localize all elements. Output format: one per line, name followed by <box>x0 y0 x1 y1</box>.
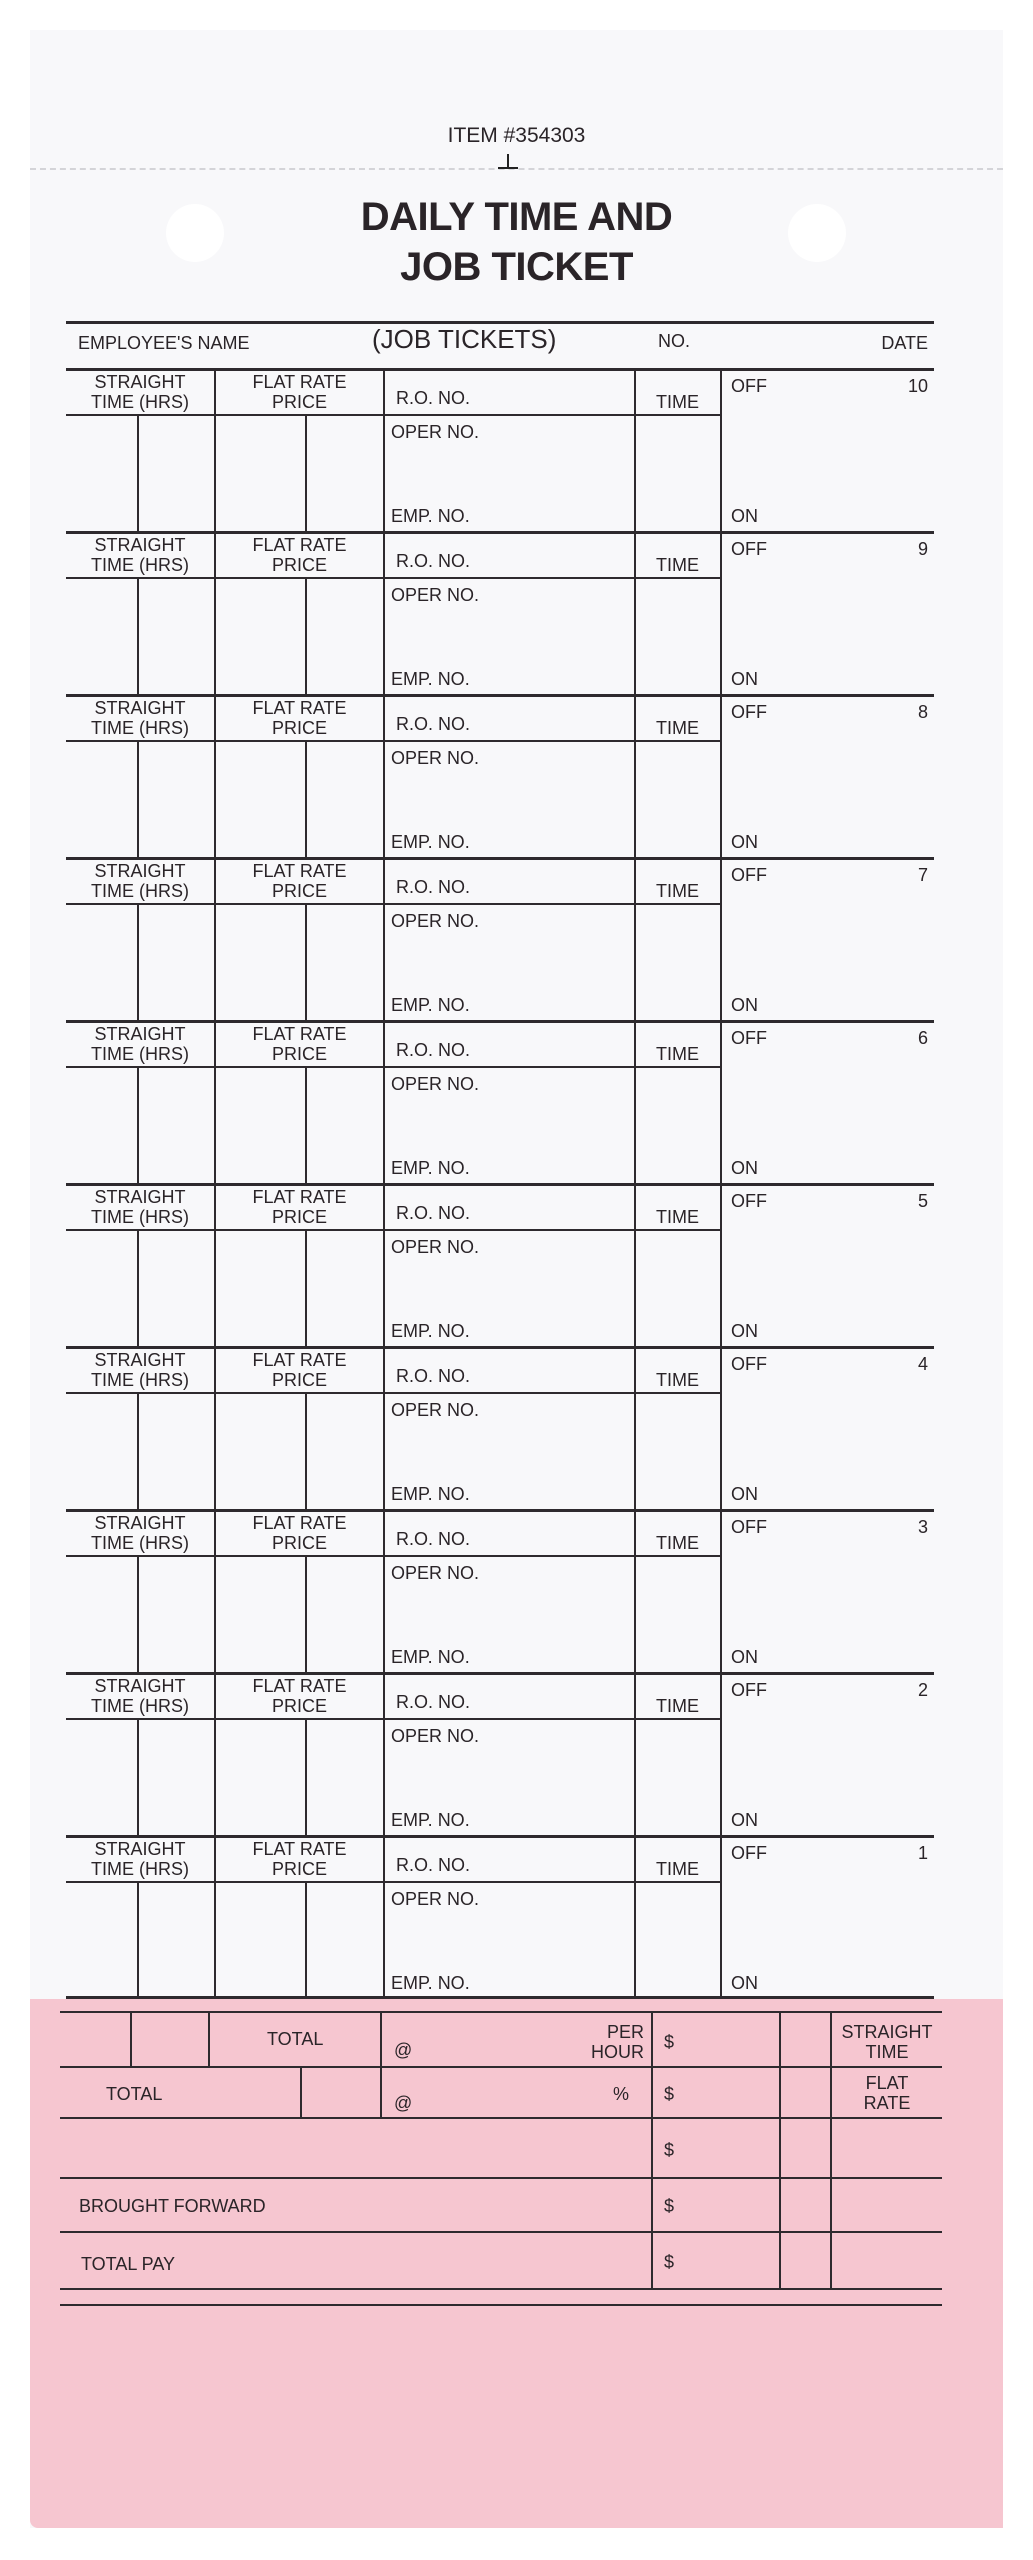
flat-rate-divider <box>305 1718 307 1835</box>
flat-rate-divider <box>305 1555 307 1672</box>
summary-rule-3 <box>60 2177 942 2179</box>
ticket-top-rule <box>66 1835 934 1838</box>
ticket-number: 6 <box>917 1028 928 1048</box>
col-divider-2 <box>383 1835 385 1998</box>
col-divider-3 <box>634 1346 636 1509</box>
ticket-top-rule <box>66 1509 934 1512</box>
flat-rate-divider <box>305 740 307 857</box>
job-ticket-2[interactable] <box>66 1672 934 1835</box>
total-pay-label: TOTAL PAY <box>81 2254 176 2274</box>
col-divider-3 <box>634 368 636 531</box>
col-divider-4 <box>720 531 722 694</box>
col-divider-2 <box>383 1020 385 1183</box>
summary-v5 <box>651 2011 653 2289</box>
oper-no-label: OPER NO. <box>391 1400 480 1420</box>
col-divider-2 <box>383 1183 385 1346</box>
summary-v2 <box>208 2011 210 2067</box>
col-divider-2 <box>383 857 385 1020</box>
straight-time-summary-label: STRAIGHT TIME <box>841 2022 933 2062</box>
center-mark-icon <box>507 154 509 168</box>
time-label: TIME <box>656 718 699 738</box>
ticket-number: 8 <box>917 702 928 722</box>
on-label: ON <box>731 1484 758 1504</box>
straight-time-divider <box>137 1718 139 1835</box>
straight-time-divider <box>137 1066 139 1183</box>
flat-rate-price-label: FLAT RATE PRICE <box>252 535 347 575</box>
no-label: NO. <box>658 331 691 351</box>
col-divider-4 <box>720 1835 722 1998</box>
flat-rate-price-label: FLAT RATE PRICE <box>252 1024 347 1064</box>
ticket-inner-rule <box>66 1555 720 1557</box>
col-divider-2 <box>383 531 385 694</box>
flat-rate-price-label: FLAT RATE PRICE <box>252 1187 347 1227</box>
ticket-top-rule <box>66 694 934 697</box>
straight-time-label: STRAIGHT TIME (HRS) <box>91 698 189 738</box>
emp-no-label: EMP. NO. <box>391 1810 470 1830</box>
ro-no-label: R.O. NO. <box>396 1366 471 1386</box>
ticket-inner-rule <box>66 740 720 742</box>
ro-no-label: R.O. NO. <box>396 1855 471 1875</box>
job-ticket-9[interactable] <box>66 531 934 694</box>
flat-rate-summary-label: FLAT RATE <box>863 2073 911 2113</box>
ticket-number: 1 <box>917 1843 928 1863</box>
on-label: ON <box>731 1158 758 1178</box>
col-divider-3 <box>634 1020 636 1183</box>
ticket-top-rule <box>66 531 934 534</box>
col-divider-3 <box>634 1672 636 1835</box>
off-label: OFF <box>731 1028 767 1048</box>
ticket-inner-rule <box>66 1718 720 1720</box>
off-label: OFF <box>731 539 767 559</box>
flat-rate-price-label: FLAT RATE PRICE <box>252 1676 347 1716</box>
ticket-top-rule <box>66 1020 934 1023</box>
straight-time-label: STRAIGHT TIME (HRS) <box>91 1350 189 1390</box>
form-title <box>0 192 1033 292</box>
time-label: TIME <box>656 392 699 412</box>
flat-rate-price-label: FLAT RATE PRICE <box>252 861 347 901</box>
title-line-2: JOB TICKET <box>400 245 633 289</box>
straight-time-label: STRAIGHT TIME (HRS) <box>91 1839 189 1879</box>
straight-time-label: STRAIGHT TIME (HRS) <box>91 1187 189 1227</box>
job-ticket-1[interactable] <box>66 1835 934 1998</box>
time-label: TIME <box>656 1044 699 1064</box>
col-divider-3 <box>634 857 636 1020</box>
col-divider-2 <box>383 1509 385 1672</box>
ticket-number: 3 <box>917 1517 928 1537</box>
off-label: OFF <box>731 1517 767 1537</box>
ticket-inner-rule <box>66 1392 720 1394</box>
on-label: ON <box>731 506 758 526</box>
emp-no-label: EMP. NO. <box>391 506 470 526</box>
off-label: OFF <box>731 865 767 885</box>
time-label: TIME <box>656 1533 699 1553</box>
flat-rate-divider <box>305 577 307 694</box>
col-divider-3 <box>634 1509 636 1672</box>
col-divider-3 <box>634 1835 636 1998</box>
col-divider-3 <box>634 531 636 694</box>
summary-rule-6 <box>60 2304 942 2306</box>
emp-no-label: EMP. NO. <box>391 1321 470 1341</box>
ticket-number: 5 <box>917 1191 928 1211</box>
straight-time-label: STRAIGHT TIME (HRS) <box>91 1676 189 1716</box>
straight-time-divider <box>137 740 139 857</box>
on-label: ON <box>731 995 758 1015</box>
flat-rate-divider <box>305 1881 307 1998</box>
flat-at-label: @ <box>394 2093 413 2113</box>
col-divider-4 <box>720 1020 722 1183</box>
ticket-inner-rule <box>66 1066 720 1068</box>
time-label: TIME <box>656 555 699 575</box>
summary-rule-4 <box>60 2231 942 2233</box>
ticket-inner-rule <box>66 1881 720 1883</box>
col-divider-3 <box>634 1183 636 1346</box>
ticket-number: 7 <box>917 865 928 885</box>
ro-no-label: R.O. NO. <box>396 877 471 897</box>
ticket-number: 10 <box>907 376 928 396</box>
emp-no-label: EMP. NO. <box>391 1158 470 1178</box>
off-label: OFF <box>731 1680 767 1700</box>
on-label: ON <box>731 1810 758 1830</box>
flat-rate-price-label: FLAT RATE PRICE <box>252 1839 347 1879</box>
col-divider-2 <box>383 368 385 531</box>
brought-forward-label: BROUGHT FORWARD <box>79 2196 266 2216</box>
emp-no-label: EMP. NO. <box>391 669 470 689</box>
job-tickets-label: (JOB TICKETS) <box>372 324 557 354</box>
straight-dollar: $ <box>664 2032 675 2052</box>
ticket-number: 9 <box>917 539 928 559</box>
oper-no-label: OPER NO. <box>391 1563 480 1583</box>
oper-no-label: OPER NO. <box>391 422 480 442</box>
summary-v4 <box>300 2066 302 2118</box>
oper-no-label: OPER NO. <box>391 1074 480 1094</box>
title-line-1: DAILY TIME AND <box>360 195 673 239</box>
flat-rate-divider <box>305 414 307 531</box>
straight-time-label: STRAIGHT TIME (HRS) <box>91 861 189 901</box>
ro-no-label: R.O. NO. <box>396 714 471 734</box>
job-ticket-7[interactable] <box>66 857 934 1020</box>
summary-rule-0 <box>60 2011 942 2013</box>
summary-rule-2 <box>60 2117 942 2119</box>
employee-name-label: EMPLOYEE'S NAME <box>78 333 250 353</box>
percent-label: % <box>613 2084 630 2104</box>
time-label: TIME <box>656 1696 699 1716</box>
summary-v3 <box>380 2011 382 2118</box>
off-label: OFF <box>731 1354 767 1374</box>
flat-rate-price-label: FLAT RATE PRICE <box>252 1350 347 1390</box>
flat-rate-divider <box>305 1066 307 1183</box>
per-hour-label: PER HOUR <box>591 2022 644 2062</box>
col-divider-3 <box>634 694 636 857</box>
flat-rate-divider <box>305 1229 307 1346</box>
summary-v1 <box>130 2011 132 2067</box>
straight-time-divider <box>137 1392 139 1509</box>
col-divider-4 <box>720 1672 722 1835</box>
emp-no-label: EMP. NO. <box>391 832 470 852</box>
ro-no-label: R.O. NO. <box>396 1529 471 1549</box>
ticket-top-rule <box>66 368 934 371</box>
emp-no-label: EMP. NO. <box>391 1484 470 1504</box>
flat-rate-price-label: FLAT RATE PRICE <box>252 1513 347 1553</box>
straight-time-label: STRAIGHT TIME (HRS) <box>91 1513 189 1553</box>
straight-time-label: STRAIGHT TIME (HRS) <box>91 372 189 412</box>
summary-rule-1 <box>60 2066 942 2068</box>
emp-no-label: EMP. NO. <box>391 1647 470 1667</box>
straight-total-label: TOTAL <box>267 2029 324 2049</box>
ticket-number: 2 <box>917 1680 928 1700</box>
summary-rule-5 <box>60 2288 942 2290</box>
col-divider-4 <box>720 1509 722 1672</box>
time-label: TIME <box>656 1370 699 1390</box>
emp-no-label: EMP. NO. <box>391 995 470 1015</box>
emp-no-label: EMP. NO. <box>391 1973 470 1993</box>
straight-time-divider <box>137 903 139 1020</box>
off-label: OFF <box>731 702 767 722</box>
ticket-inner-rule <box>66 414 720 416</box>
date-label: DATE <box>881 333 928 353</box>
col-divider-4 <box>720 857 722 1020</box>
time-label: TIME <box>656 881 699 901</box>
straight-time-label: STRAIGHT TIME (HRS) <box>91 535 189 575</box>
ro-no-label: R.O. NO. <box>396 1040 471 1060</box>
straight-time-divider <box>137 1229 139 1346</box>
job-ticket-8[interactable] <box>66 694 934 857</box>
ro-no-label: R.O. NO. <box>396 1692 471 1712</box>
on-label: ON <box>731 1321 758 1341</box>
ro-no-label: R.O. NO. <box>396 388 471 408</box>
flat-dollar: $ <box>664 2084 675 2104</box>
on-label: ON <box>731 832 758 852</box>
straight-time-label: STRAIGHT TIME (HRS) <box>91 1024 189 1064</box>
col-divider-4 <box>720 1183 722 1346</box>
ticket-number: 4 <box>917 1354 928 1374</box>
ticket-top-rule <box>66 1346 934 1349</box>
job-ticket-4[interactable] <box>66 1346 934 1509</box>
ticket-top-rule <box>66 1672 934 1675</box>
total-pay-dollar: $ <box>664 2252 675 2272</box>
summary-v6 <box>779 2011 781 2289</box>
straight-time-divider <box>137 1881 139 1998</box>
col-divider-4 <box>720 1346 722 1509</box>
straight-time-divider <box>137 577 139 694</box>
flat-total-label: TOTAL <box>106 2084 163 2104</box>
flat-rate-divider <box>305 903 307 1020</box>
job-ticket-5[interactable] <box>66 1183 934 1346</box>
header-row <box>66 321 934 367</box>
straight-time-divider <box>137 414 139 531</box>
time-label: TIME <box>656 1859 699 1879</box>
oper-no-label: OPER NO. <box>391 911 480 931</box>
job-ticket-10[interactable] <box>66 368 934 531</box>
ticket-inner-rule <box>66 1229 720 1231</box>
flat-rate-price-label: FLAT RATE PRICE <box>252 698 347 738</box>
oper-no-label: OPER NO. <box>391 1237 480 1257</box>
col-divider-2 <box>383 1346 385 1509</box>
straight-time-divider <box>137 1555 139 1672</box>
subtotal-dollar: $ <box>664 2140 675 2160</box>
col-divider-2 <box>383 694 385 857</box>
off-label: OFF <box>731 1191 767 1211</box>
oper-no-label: OPER NO. <box>391 748 480 768</box>
oper-no-label: OPER NO. <box>391 1726 480 1746</box>
brought-forward-dollar: $ <box>664 2196 675 2216</box>
ro-no-label: R.O. NO. <box>396 1203 471 1223</box>
ticket-top-rule <box>66 1183 934 1186</box>
time-label: TIME <box>656 1207 699 1227</box>
straight-at-label: @ <box>394 2040 413 2060</box>
ro-no-label: R.O. NO. <box>396 551 471 571</box>
job-ticket-6[interactable] <box>66 1020 934 1183</box>
oper-no-label: OPER NO. <box>391 585 480 605</box>
ticket-inner-rule <box>66 577 720 579</box>
job-ticket-3[interactable] <box>66 1509 934 1672</box>
flat-rate-price-label: FLAT RATE PRICE <box>252 372 347 412</box>
center-mark-base <box>498 167 518 169</box>
col-divider-4 <box>720 368 722 531</box>
tickets-bottom-rule <box>66 1996 934 1999</box>
off-label: OFF <box>731 376 767 396</box>
flat-rate-divider <box>305 1392 307 1509</box>
off-label: OFF <box>731 1843 767 1863</box>
col-divider-4 <box>720 694 722 857</box>
on-label: ON <box>731 1647 758 1667</box>
item-number: ITEM #354303 <box>447 124 586 147</box>
oper-no-label: OPER NO. <box>391 1889 480 1909</box>
col-divider-2 <box>383 1672 385 1835</box>
on-label: ON <box>731 669 758 689</box>
on-label: ON <box>731 1973 758 1993</box>
ticket-top-rule <box>66 857 934 860</box>
ticket-inner-rule <box>66 903 720 905</box>
